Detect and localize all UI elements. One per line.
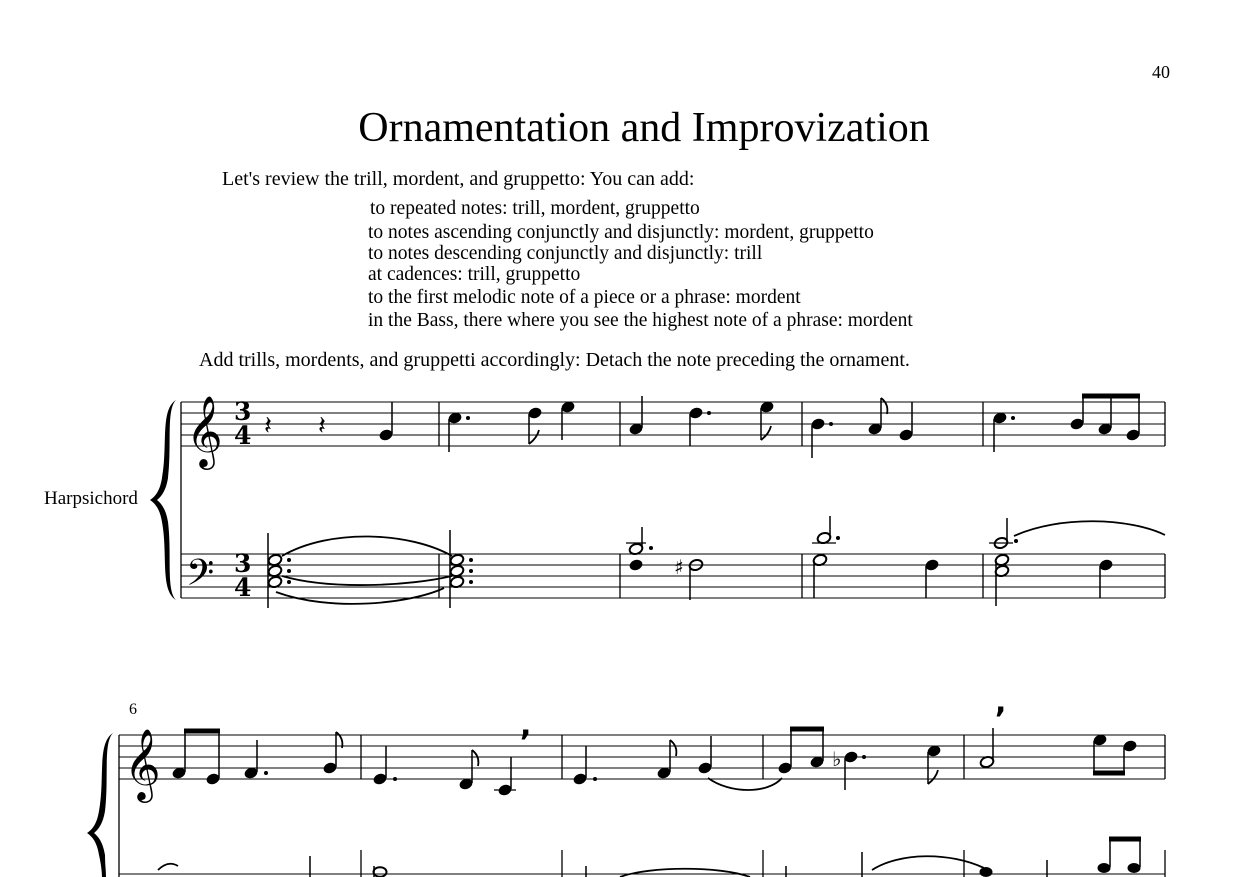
note bbox=[628, 558, 644, 572]
note bbox=[989, 518, 1018, 550]
note bbox=[378, 402, 394, 442]
note bbox=[374, 867, 387, 877]
treble-staff bbox=[119, 735, 1165, 779]
note bbox=[1097, 394, 1113, 436]
bass-staff bbox=[181, 554, 1165, 598]
time-signature-denominator: 4 bbox=[234, 421, 252, 450]
quarter-rest-icon: 𝄽 bbox=[264, 411, 272, 441]
note bbox=[688, 406, 711, 446]
breath-mark-icon: , bbox=[995, 685, 1007, 720]
time-signature-numerator: 3 bbox=[234, 397, 252, 426]
note bbox=[572, 746, 597, 786]
sharp-icon: ♯ bbox=[674, 555, 684, 579]
rule-item: to notes ascending conjunctly and disjunctly: mordent, gruppetto bbox=[368, 222, 874, 243]
tie bbox=[708, 778, 782, 790]
note bbox=[810, 417, 833, 458]
instrument-label: Harpsichord bbox=[44, 488, 138, 509]
note bbox=[560, 400, 576, 440]
note bbox=[626, 527, 653, 556]
note bbox=[809, 728, 825, 769]
system-2 bbox=[87, 685, 1165, 877]
chord bbox=[449, 530, 473, 608]
system-1 bbox=[150, 394, 1165, 608]
rule-item: to notes descending conjunctly and disjunctly: trill bbox=[368, 243, 763, 264]
tie bbox=[282, 576, 452, 585]
tie bbox=[620, 869, 750, 877]
rule-item: to the first melodic note of a piece or a phrase: mordent bbox=[368, 287, 801, 308]
tie bbox=[276, 588, 444, 604]
note bbox=[1125, 394, 1141, 442]
note bbox=[494, 757, 516, 797]
bass-clef-icon: 𝄢 bbox=[186, 552, 215, 603]
page-title: Ornamentation and Improvization bbox=[358, 105, 930, 151]
note bbox=[1128, 863, 1141, 873]
quarter-rest-icon: 𝄽 bbox=[318, 411, 326, 441]
treble-clef-icon: 𝄞 bbox=[186, 394, 223, 467]
note bbox=[926, 744, 942, 784]
breath-mark-icon: , bbox=[520, 708, 532, 743]
note bbox=[171, 730, 187, 780]
barlines bbox=[361, 735, 1165, 877]
note bbox=[372, 746, 397, 786]
note bbox=[697, 736, 713, 775]
tie bbox=[872, 856, 984, 870]
note bbox=[979, 728, 994, 769]
treble-staff bbox=[181, 402, 1165, 446]
note bbox=[867, 398, 887, 436]
note bbox=[205, 730, 221, 786]
tie bbox=[1014, 521, 1165, 536]
rule-item: to repeated notes: trill, mordent, gruppetto bbox=[370, 198, 700, 219]
rule-item: in the Bass, there where you see the highest note of a phrase: mordent bbox=[368, 310, 913, 331]
intro-text: Let's review the trill, mordent, and gruppetto: You can add: bbox=[222, 168, 695, 190]
time-signature-numerator: 3 bbox=[234, 549, 252, 578]
barlines bbox=[439, 402, 1165, 598]
tie bbox=[158, 864, 178, 870]
note bbox=[812, 516, 840, 545]
note bbox=[1098, 558, 1114, 598]
note bbox=[980, 867, 993, 877]
page-number: 40 bbox=[1152, 62, 1170, 82]
treble-clef-icon: 𝄞 bbox=[124, 727, 161, 800]
note bbox=[924, 558, 940, 598]
note bbox=[527, 406, 543, 444]
chord bbox=[267, 533, 291, 608]
brace-icon bbox=[150, 400, 176, 600]
note bbox=[458, 750, 478, 791]
flat-icon: ♭ bbox=[832, 747, 842, 771]
tie bbox=[282, 536, 452, 556]
time-signature-denominator: 4 bbox=[234, 573, 252, 602]
note bbox=[898, 402, 914, 442]
note bbox=[1098, 863, 1111, 873]
rule-item: at cadences: trill, gruppetto bbox=[368, 264, 581, 285]
note bbox=[759, 400, 775, 440]
instruction-text: Add trills, mordents, and gruppetti accordingly: Detach the note preceding the ornament. bbox=[199, 349, 910, 371]
note bbox=[843, 750, 866, 790]
measure-number: 6 bbox=[129, 701, 137, 718]
brace-icon bbox=[87, 733, 113, 877]
